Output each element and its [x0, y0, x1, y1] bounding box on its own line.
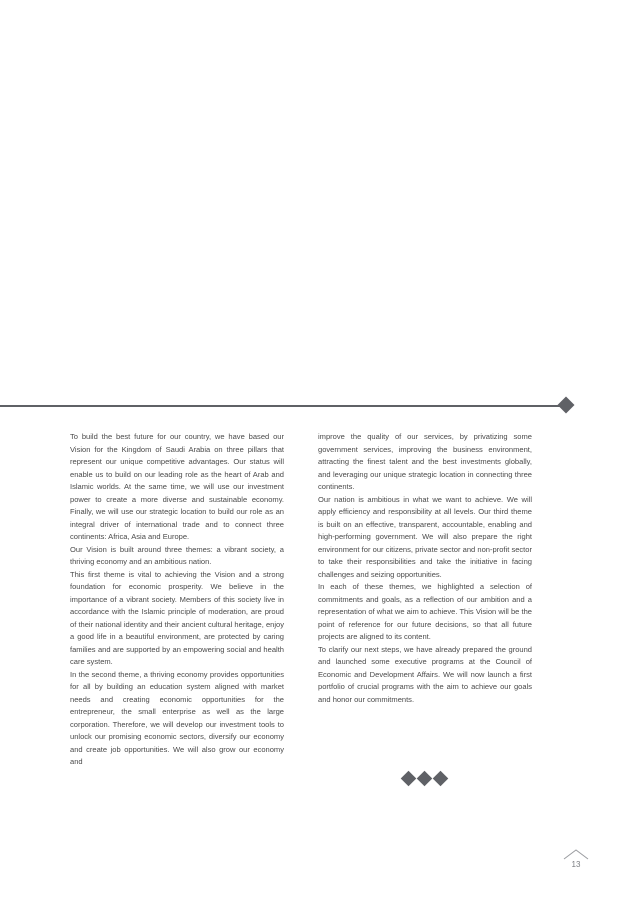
page-number-marker	[561, 848, 591, 876]
chevron-up-icon	[561, 848, 591, 860]
diamond-icon	[401, 771, 417, 787]
text-column-left	[70, 431, 284, 769]
diamond-icon	[433, 771, 449, 787]
text-column-right	[318, 431, 532, 706]
divider-diamond-icon	[558, 397, 575, 414]
section-divider-line	[0, 405, 563, 407]
paragraph: improve the quality of our services, by privatizing some government services, improving the business environment, attracting the finest talent and the best investments globally, and leveraging our unique strategic location in connecting three continents.	[318, 432, 532, 491]
paragraph: To clarify our next steps, we have already prepared the ground and launched some executive programs at the Council of Economic and Development Affairs. We will now launch a first portfolio of crucial programs with the aim to achieve our goals and honor our commitments.	[318, 644, 532, 704]
section-end-ornament	[401, 771, 461, 787]
paragraph: In the second theme, a thriving economy provides opportunities for all by building an education system aligned with market needs and creating economic opportunities for the entrepreneur, the small enterprise as well as the large corporation. Therefore, we will develop our investment tools to unlock our promising economic sectors, diversify our economy and create job opportunities. We will also grow our economy and	[70, 669, 284, 766]
paragraph: In each of these themes, we highlighted a selection of commitments and goals, as a reflection of our ambition and a representation of what we aim to achieve. This Vision will be the point of reference for our future decisions, so that all future projects are aligned to its content.	[318, 582, 532, 641]
page-number: 13	[571, 860, 581, 869]
paragraph: Our nation is ambitious in what we want to achieve. We will apply efficiency and responsibility at all levels. Our third theme is built on an effective, transparent, accountable, enabling and high-performing government. We will also prepare the right environment for our citizens, private sector and non-profit sector to take their responsibilities and take the initiative in facing challenges and seizing opportunities.	[318, 494, 532, 579]
paragraph: This first theme is vital to achieving the Vision and a strong foundation for economic prosperity. We believe in the importance of a vibrant society. Members of this society live in accordance with the Islamic principle of moderation, are proud of their national identity and their ancient cultural heritage, enjoy a good life in a beautiful environment, are protected by caring families and are supported by an empowering social and health care system.	[70, 569, 284, 666]
paragraph: Our Vision is built around three themes: a vibrant society, a thriving economy and an ambitious nation.	[70, 544, 284, 566]
diamond-icon	[417, 771, 433, 787]
paragraph: To build the best future for our country, we have based our Vision for the Kingdom of Saudi Arabia on three pillars that represent our unique competitive advantages. Our status will enable us to build on our leading role as the heart of Arab and Islamic worlds. At the same time, we will use our investment power to create a more diverse and sustainable economy. Finally, we will use our strategic location to build our role as an integral driver of international trade and to connect three continents: Africa, Asia and Europe.	[70, 432, 284, 541]
